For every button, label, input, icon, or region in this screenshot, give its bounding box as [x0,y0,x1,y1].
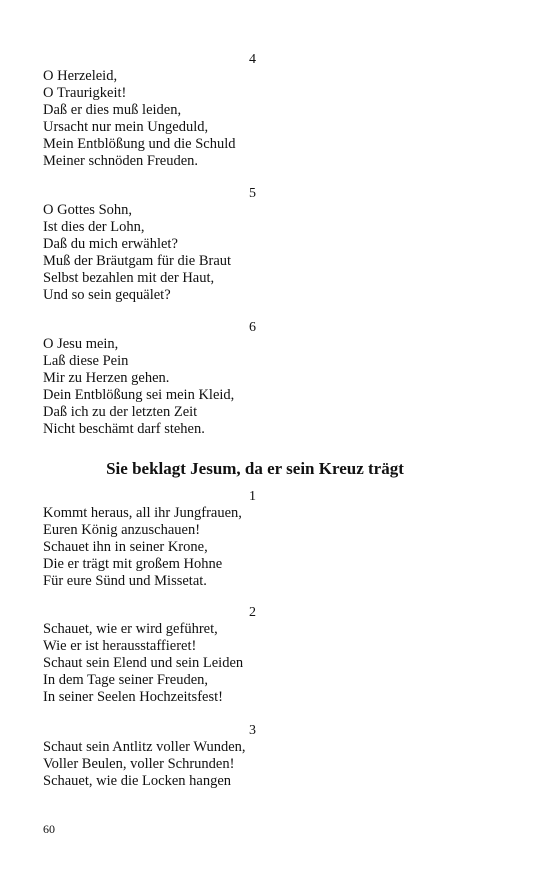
verse-line: Ursacht nur mein Ungeduld, [43,119,209,135]
verse-line: Die er trägt mit großem Hohne [43,556,223,572]
stanza-6 [43,319,303,438]
verse-line: Euren König anzuschauen! [43,522,201,538]
verse-line: O Jesu mein, [43,336,119,352]
verse-line: Schauet, wie die Locken hangen [43,773,232,789]
verse-line: Kommt heraus, all ihr Jungfrauen, [43,505,242,521]
stanza-1 [43,488,303,590]
verse-line: Schaut sein Antlitz voller Wunden, [43,739,246,755]
verse-line: Schauet ihn in seiner Krone, [43,539,208,555]
stanza-number: 1 [249,489,256,504]
section-heading: Sie beklagt Jesum, da er sein Kreuz trägt [106,459,404,478]
stanza-4 [43,51,303,170]
verse-line: Meiner schnöden Freuden. [43,153,199,169]
verse-line: Dein Entblößung sei mein Kleid, [43,387,235,403]
verse-line: In dem Tage seiner Freuden, [43,672,209,688]
verse-line: O Traurigkeit! [43,85,127,101]
stanza-5 [43,185,303,304]
verse-line: Selbst bezahlen mit der Haut, [43,270,215,286]
verse-line: Daß er dies muß leiden, [43,102,182,118]
stanza-number: 6 [249,320,256,335]
stanza-2 [43,604,303,706]
verse-line: Nicht beschämt darf stehen. [43,421,205,437]
verse-line: Schaut sein Elend und sein Leiden [43,655,244,671]
verse-line: Daß du mich erwählet? [43,236,178,252]
verse-line: Mir zu Herzen gehen. [43,370,170,386]
verse-line: Daß ich zu der letzten Zeit [43,404,198,420]
verse-line: Muß der Bräutgam für die Braut [43,253,232,269]
stanza-number: 3 [249,723,256,738]
verse-line: O Herzeleid, [43,68,118,84]
verse-line: Und so sein gequälet? [43,287,171,303]
stanza-number: 2 [249,605,256,620]
verse-line: Für eure Sünd und Missetat. [43,573,207,589]
stanza-number: 5 [249,186,256,201]
verse-line: Wie er ist herausstaffieret! [43,638,197,654]
page-number: 60 [43,822,55,836]
verse-line: Ist dies der Lohn, [43,219,145,235]
verse-line: In seiner Seelen Hochzeitsfest! [43,689,223,705]
verse-line: Schauet, wie er wird geführet, [43,621,218,637]
verse-line: O Gottes Sohn, [43,202,133,218]
stanza-number: 4 [249,52,256,67]
verse-line: Mein Entblößung und die Schuld [43,136,236,152]
stanza-3 [43,722,303,790]
verse-line: Laß diese Pein [43,353,129,369]
verse-line: Voller Beulen, voller Schrunden! [43,756,235,772]
